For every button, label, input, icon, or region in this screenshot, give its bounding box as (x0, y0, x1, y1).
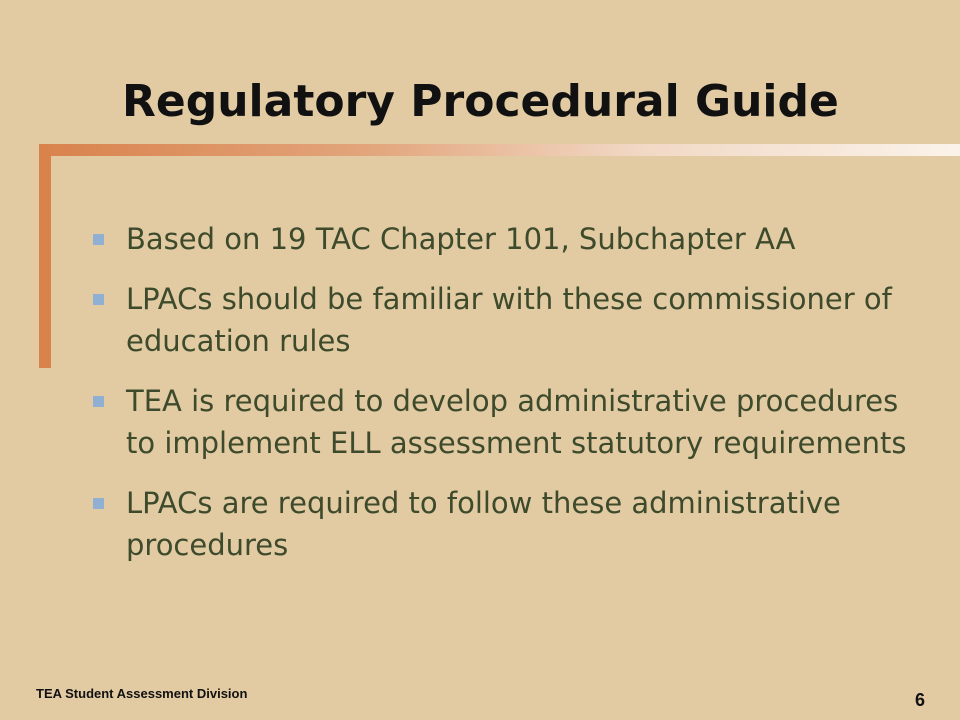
slide-title: Regulatory Procedural Guide (122, 76, 839, 127)
bullet-item (90, 482, 930, 566)
page-number: 6 (914, 690, 925, 710)
square-bullet-icon (93, 234, 104, 245)
bullet-item (90, 278, 930, 362)
square-bullet-icon (93, 294, 104, 305)
square-bullet-icon (93, 498, 104, 509)
bullet-text: LPACs should be familiar with these commissioner of education rules (126, 282, 892, 358)
bullet-text: Based on 19 TAC Chapter 101, Subchapter AA (126, 222, 796, 256)
bullet-list (90, 218, 930, 584)
bullet-item (90, 218, 930, 260)
footer-division-label: TEA Student Assessment Division (36, 686, 248, 701)
bullet-text: LPACs are required to follow these administrative procedures (126, 486, 841, 562)
accent-bar-horizontal (39, 144, 960, 156)
square-bullet-icon (93, 396, 104, 407)
accent-bar-vertical (39, 144, 51, 368)
bullet-text: TEA is required to develop administrative procedures to implement ELL assessment statutory requirements (126, 384, 907, 460)
bullet-item (90, 380, 930, 464)
